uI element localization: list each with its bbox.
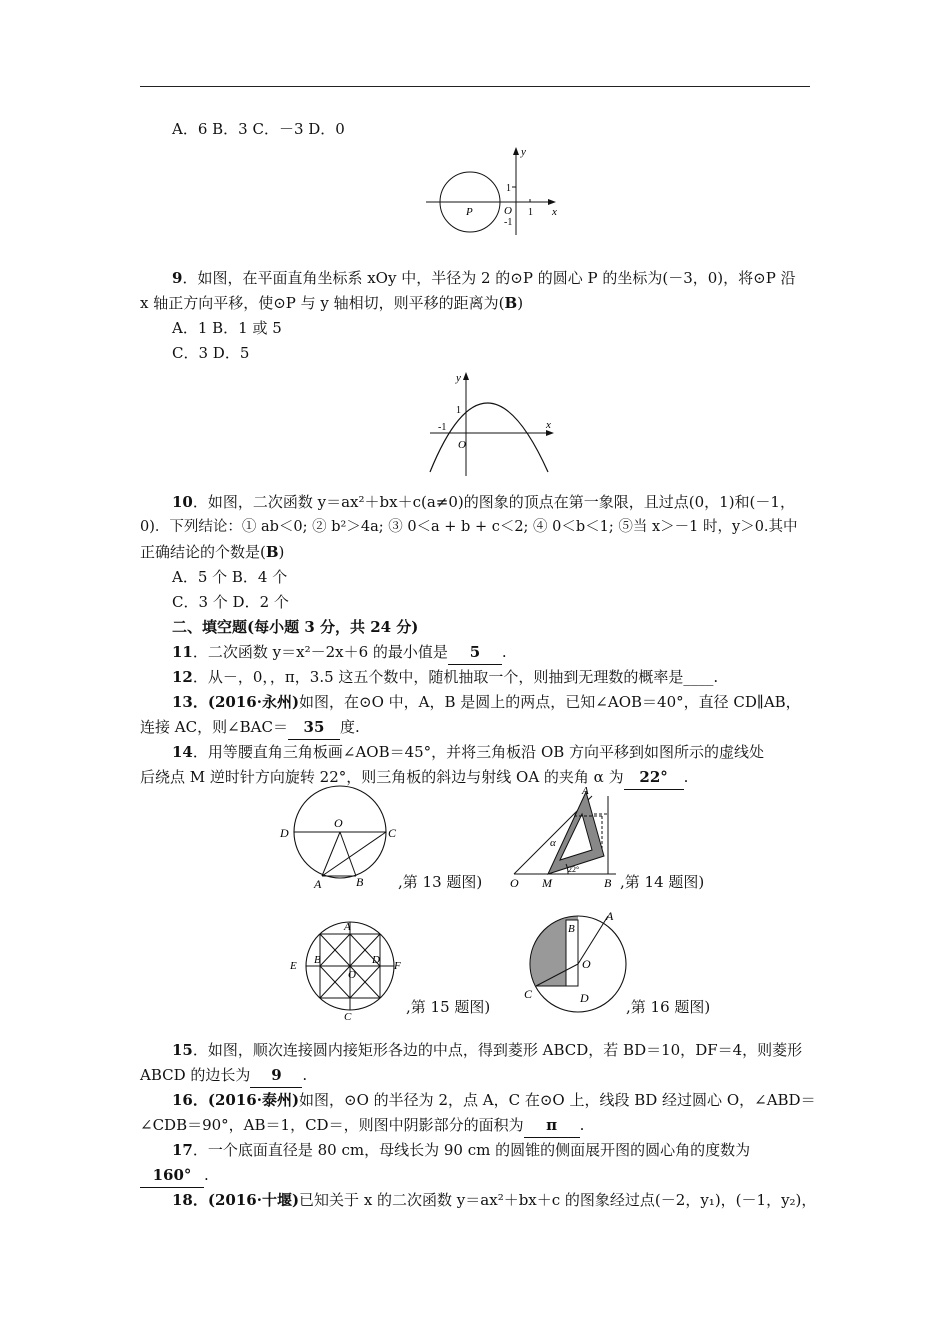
q13-line2: 连接 AC，则∠BAC＝ 35 度. — [140, 715, 820, 740]
fig15-c: C — [344, 1011, 352, 1023]
section-heading: 二、填空题(每小题 3 分，共 24 分) — [172, 618, 419, 636]
fig15-b: B — [314, 954, 321, 966]
q8-options: A．6 B．3 C．－3 D．0 — [172, 120, 345, 138]
q10-options-2: C．3 个 D．2 个 — [172, 593, 289, 611]
q12: 12．从－，0，，π，3.5 这五个数中，随机抽取一个，则抽到无理数的概率是____. — [172, 668, 719, 686]
q9-line2: x 轴正方向平移，使⊙P 与 y 轴相切，则平移的距离为(B) — [140, 294, 524, 312]
fig15-d: D — [372, 954, 380, 966]
fig15-e: E — [290, 960, 297, 972]
fig1-o: O — [504, 205, 512, 217]
fig14-m: M — [542, 876, 552, 890]
q13-line1: 13．(2016·永州)如图，在⊙O 中，A，B 是圆上的两点，已知∠AOB＝40°，直径 CD∥AB， — [172, 693, 801, 711]
q10-answer: B — [265, 543, 279, 561]
q14-answer: 22° — [624, 765, 684, 790]
figure-15 — [288, 916, 406, 1024]
fig-parabola-neg-one: -1 — [438, 422, 447, 433]
q14-line1: 14．用等腰直角三角板画∠AOB＝45°，并将三角板沿 OB 方向平移到如图所示的虚线处 — [172, 743, 765, 761]
fig15-caption: ,第 15 题图) — [406, 998, 491, 1016]
fig-parabola-o: O — [458, 439, 466, 451]
q10-line2: 0)．下列结论：① ab＜0; ② b²＞4a; ③ 0＜a + b + c＜2; ④ 0＜b＜1; ⑤当 x＞－1 时，y＞0.其中 — [140, 519, 798, 535]
fig13-a: A — [314, 877, 322, 891]
fig-parabola-x: x — [546, 419, 551, 431]
q10-options-1: A．5 个 B．4 个 — [172, 568, 288, 586]
q10-line3: 正确结论的个数是(B) — [140, 543, 285, 561]
fig16-d: D — [580, 991, 589, 1005]
q9-options-2: C．3 D．5 — [172, 344, 250, 362]
fig-parabola-y: y — [456, 372, 461, 384]
top-rule — [140, 86, 810, 87]
q15-answer: 9 — [250, 1063, 302, 1088]
q9-answer: B — [504, 294, 518, 312]
q13-answer: 35 — [288, 715, 340, 740]
fig13-b: B — [356, 875, 364, 889]
fig1-p: P — [466, 206, 473, 218]
q9-options-1: A．1 B．1 或 5 — [172, 319, 282, 337]
figure-parabola — [420, 366, 560, 478]
figure-circle-p — [420, 143, 560, 243]
q18-line1: 18．(2016·十堰)已知关于 x 的二次函数 y＝ax²＋bx＋c 的图象经过点(－2，y₁)，(－1，y₂)， — [172, 1191, 817, 1209]
fig14-b: B — [604, 876, 612, 890]
q14-line2: 后绕点 M 逆时针方向旋转 22°，则三角板的斜边与射线 OA 的夹角 α 为 22° . — [140, 765, 820, 790]
q16-line2: ∠CDB＝90°，AB＝1，CD＝，则图中阴影部分的面积为 π . — [140, 1113, 820, 1138]
fig14-caption: ,第 14 题图) — [620, 873, 705, 891]
fig1-y: y — [521, 146, 526, 158]
figure-13 — [278, 784, 400, 896]
fig14-o: O — [510, 876, 519, 890]
q16-line1: 16．(2016·泰州)如图，⊙O 的半径为 2，点 A，C 在⊙O 上，线段 BD 经过圆心 O，∠ABD＝ — [172, 1091, 816, 1109]
fig1-one-y: 1 — [506, 183, 511, 194]
fig16-c: C — [524, 987, 533, 1001]
q17-line2: 160° . — [140, 1163, 820, 1188]
fig16-a: A — [606, 909, 614, 923]
fig15-o: O — [348, 969, 356, 981]
fig16-caption: ,第 16 题图) — [626, 998, 711, 1016]
q10-line1: 10．如图，二次函数 y＝ax²＋bx＋c(a≠0)的图象的顶点在第一象限，且过点(0，1)和(－1， — [172, 493, 795, 511]
fig14-alpha: α — [550, 837, 556, 849]
q15-line2: ABCD 的边长为 9 . — [140, 1063, 820, 1088]
figure-14 — [508, 784, 624, 896]
q11: 11．二次函数 y＝x²－2x＋6 的最小值是 5 . — [172, 640, 852, 665]
fig16-b: B — [568, 923, 575, 935]
figure-16 — [516, 906, 634, 1026]
fig1-neg-one: -1 — [504, 217, 513, 228]
fig15-a: A — [344, 921, 351, 933]
fig-parabola-one: 1 — [456, 405, 461, 416]
fig14-a: A — [582, 785, 589, 797]
fig13-caption: ,第 13 题图) — [398, 873, 483, 891]
fig1-one-x: 1 — [528, 207, 533, 218]
q9-line1: 9．如图，在平面直角坐标系 xOy 中，半径为 2 的⊙P 的圆心 P 的坐标为(－3，0)，将⊙P 沿 — [172, 269, 796, 287]
fig15-f: F — [394, 960, 401, 972]
fig14-angle: 22° — [568, 865, 580, 874]
fig13-d: D — [280, 826, 289, 840]
q15-line1: 15．如图，顺次连接圆内接矩形各边的中点，得到菱形 ABCD，若 BD＝10，DF＝4，则菱形 — [172, 1041, 803, 1059]
q17-line1: 17．一个底面直径是 80 cm，母线长为 90 cm 的圆锥的侧面展开图的圆心角的度数为 — [172, 1141, 751, 1159]
q17-answer: 160° — [140, 1163, 204, 1188]
fig1-x: x — [552, 206, 557, 218]
fig13-o: O — [334, 816, 343, 830]
fig16-o: O — [582, 957, 591, 971]
fig13-c: C — [388, 826, 397, 840]
q11-answer: 5 — [448, 640, 502, 665]
q16-answer: π — [524, 1113, 580, 1138]
